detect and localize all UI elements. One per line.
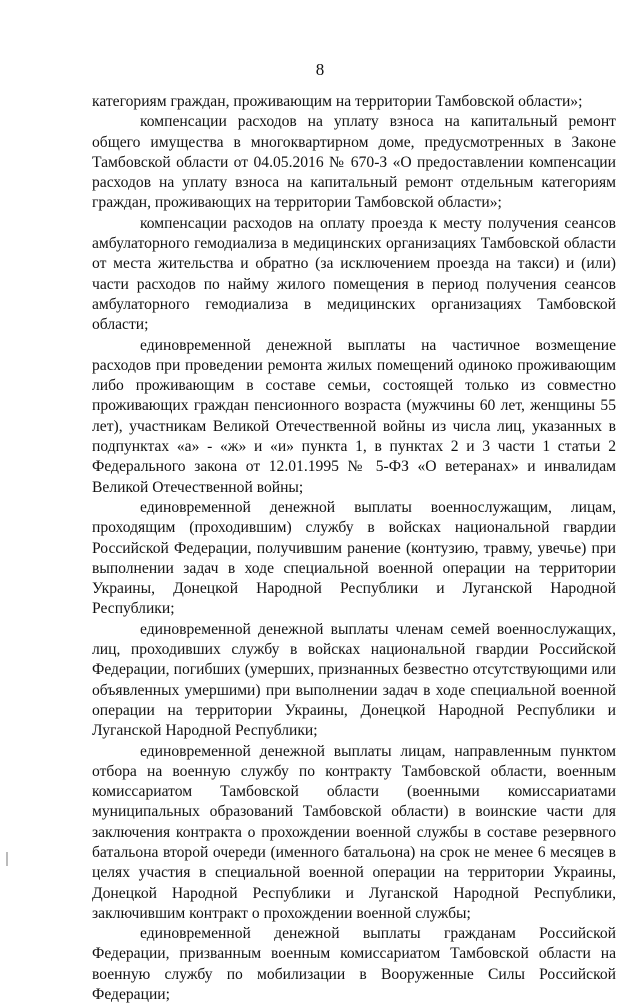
document-body	[92, 92, 616, 1005]
paragraph-wounded-servicemen-payment: единовременной денежной выплаты военнослужащим, лицам, проходящим (проходившим) службу в войсках национальной гвардии Российской Федерации, получившим ранение (контузию, травму, увечье) при выполнении задач в ходе специальной военной операции на территории Украины, Донецкой Народной Республики и Луганской Народной Республики;	[92, 498, 616, 618]
paragraph-families-of-fallen-payment: единовременной денежной выплаты членам семей военнослужащих, лиц, проходивших службу в войсках национальной гвардии Российской Федерации, погибших (умерших, признанных безвестно отсутствующими или объявленных умершими) при выполнении задач в ходе специальной военной операции на территории Украины, Донецкой Народной Республики и Луганской Народной Республики;	[92, 620, 616, 740]
paragraph-reserve-battalion-payment: единовременной денежной выплаты лицам, направленным пунктом отбора на военную службу по контракту Тамбовской области, военным комиссариатом Тамбовской области (военными комиссариатами муниципальных образований Тамбовской области) в воинские части для заключения контракта о прохождении военной службы в составе резервного батальона второй очереди (именного батальона) на срок не менее 6 месяцев в целях участия в специальной военной операции на территории Украины, Донецкой Народной Республики и Луганской Народной Республики, заключившим контракт о прохождении военной службы;	[92, 742, 616, 922]
paragraph-mobilized-citizens-payment: единовременной денежной выплаты гражданам Российской Федерации, призванным военным комиссариатом Тамбовской области на военную службу по мобилизации в Вооруженные Силы Российской Федерации;	[92, 925, 616, 1004]
scan-margin-mark	[6, 852, 8, 866]
paragraph-continuation: категориям граждан, проживающим на территории Тамбовской области»;	[92, 93, 583, 110]
page-number: 8	[315, 60, 325, 79]
paragraph-housing-repair-payment: единовременной денежной выплаты на частичное возмещение расходов при проведении ремонта жилых помещений одиноко проживающим либо проживающим в составе семьи, состоящей только из совместно проживающих граждан пенсионного возраста (мужчины 60 лет, женщины 55 лет), участникам Великой Отечественной войны из числа лиц, указанных в подпунктах «а» - «ж» и «и» пункта 1, в пунктах 2 и 3 части 1 статьи 2 Федерального закона от 12.01.1995 № 5-ФЗ «О ветеранах» и инвалидам Великой Отечественной войны;	[92, 336, 616, 496]
paragraph-hemodialysis-travel-compensation: компенсации расходов на оплату проезда к месту получения сеансов амбулаторного гемодиализа в медицинских организациях Тамбовской области от места жительства и обратно (за исключением проезда на такси) и (или) части расходов по найму жилого помещения в период получения сеансов амбулаторного гемодиализа в медицинских организациях Тамбовской области;	[92, 214, 616, 334]
paragraph-capital-repair-compensation: компенсации расходов на уплату взноса на капитальный ремонт общего имущества в многоквартирном доме, предусмотренных в Законе Тамбовской области от 04.05.2016 № 670-З «О предоставлении компенсации расходов на уплату взноса на капитальный ремонт отдельным категориям граждан, проживающих на территории Тамбовской области»;	[92, 113, 616, 212]
